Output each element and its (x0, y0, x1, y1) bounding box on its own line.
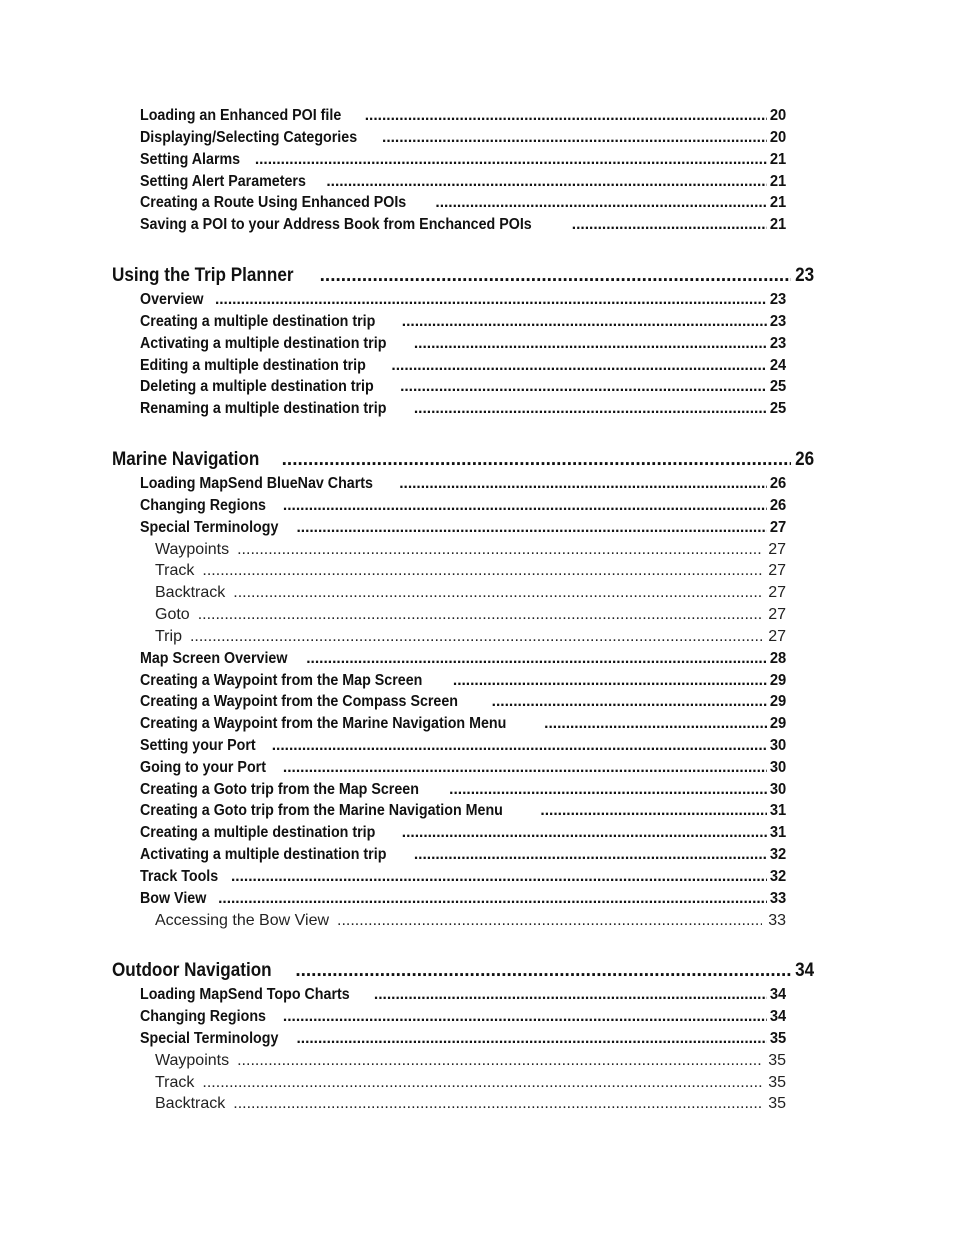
toc-page-number: 35 (768, 1095, 786, 1112)
toc-entry (140, 194, 786, 216)
toc-entry-title: Creating a multiple destination trip (140, 313, 376, 330)
toc-entry (140, 759, 786, 781)
dot-leader (572, 216, 767, 234)
dot-leader (283, 1008, 767, 1026)
dot-leader (295, 960, 791, 982)
toc-entry (140, 846, 786, 868)
toc-entry-title: Going to your Port (140, 759, 266, 776)
dot-leader (283, 759, 767, 777)
dot-leader (414, 335, 767, 353)
toc-entry-title: Bow View (140, 890, 207, 907)
toc-entry-title: Renaming a multiple destination trip (140, 400, 387, 417)
toc-entry-title: Backtrack (155, 1095, 226, 1112)
toc-page-number: 34 (769, 1008, 786, 1025)
dot-leader (326, 173, 766, 191)
toc-subentry (155, 584, 786, 606)
dot-leader (306, 650, 767, 668)
toc-entry-title: Creating a Waypoint from the Marine Navigation Menu (140, 715, 507, 732)
dot-leader (453, 672, 767, 690)
toc-page-number: 26 (769, 475, 786, 492)
toc-entry (140, 1030, 786, 1052)
toc-page-number: 30 (769, 781, 786, 798)
toc-entry-title: Activating a multiple destination trip (140, 846, 387, 863)
dot-leader (374, 986, 767, 1004)
toc-entry-title: Special Terminology (140, 519, 279, 536)
toc-entry-title: Loading an Enhanced POI file (140, 107, 342, 124)
toc-entry (140, 715, 786, 737)
dot-leader (296, 1030, 766, 1048)
toc-page-number: 27 (768, 584, 786, 601)
toc-section-heading (112, 265, 814, 291)
toc-entry (140, 107, 786, 129)
toc-entry (140, 693, 786, 715)
toc-entry-title: Creating a Goto trip from the Marine Navigation Menu (140, 802, 503, 819)
dot-leader (402, 313, 767, 331)
toc-entry (140, 672, 786, 694)
toc-page-number: 31 (769, 824, 786, 841)
dot-leader (414, 400, 767, 418)
dot-leader (492, 693, 767, 711)
dot-leader (272, 737, 767, 755)
dot-leader (282, 449, 791, 471)
dot-leader (198, 606, 763, 624)
toc-entry (140, 216, 786, 238)
toc-entry-title: Saving a POI to your Address Book from Enchanced POIs (140, 216, 532, 233)
toc-page-number: 27 (768, 541, 786, 558)
toc-page-number: 25 (769, 400, 786, 417)
toc-entry-title: Waypoints (155, 541, 230, 558)
toc-entry (140, 737, 786, 759)
dot-leader (544, 715, 767, 733)
toc-page-number: 33 (769, 890, 786, 907)
toc-section-heading (112, 960, 814, 986)
toc-subentry (155, 606, 786, 628)
toc-page-number: 30 (769, 759, 786, 776)
toc-page-number: 25 (769, 378, 786, 395)
toc-page-number: 21 (769, 151, 786, 168)
toc-subentry (155, 562, 786, 584)
toc-page-number: 23 (794, 265, 814, 286)
dot-leader (382, 129, 767, 147)
toc-page-number: 27 (769, 519, 786, 536)
dot-leader (400, 378, 767, 396)
dot-leader (414, 846, 767, 864)
toc-page-number: 26 (769, 497, 786, 514)
toc-entry (140, 313, 786, 335)
toc-page-number: 29 (769, 693, 786, 710)
toc-entry-title: Changing Regions (140, 497, 266, 514)
toc-page-number: 29 (769, 672, 786, 689)
dot-leader (233, 584, 762, 602)
toc-entry-title: Loading MapSend Topo Charts (140, 986, 350, 1003)
toc-page-number: 24 (769, 357, 786, 374)
toc-page-number: 35 (768, 1052, 786, 1069)
toc-entry-title: Creating a Waypoint from the Map Screen (140, 672, 423, 689)
toc-page-number: 28 (769, 650, 786, 667)
toc-entry (140, 802, 786, 824)
toc-page-number: 32 (769, 868, 786, 885)
toc-entry (140, 519, 786, 541)
toc-page-number: 20 (769, 107, 786, 124)
dot-leader (255, 151, 767, 169)
toc-entry-title: Setting Alarms (140, 151, 241, 168)
toc-entry-title: Outdoor Navigation (112, 960, 272, 981)
toc-entry (140, 378, 786, 400)
toc-entry-title: Marine Navigation (112, 449, 260, 470)
dot-leader (215, 291, 767, 309)
toc-page-number: 23 (769, 291, 786, 308)
toc-page-number: 33 (768, 912, 786, 929)
dot-leader (540, 802, 766, 820)
toc-page-number: 35 (769, 1030, 786, 1047)
toc-entry (140, 475, 786, 497)
dot-leader (190, 628, 762, 646)
dot-leader (237, 1052, 762, 1070)
dot-leader (218, 890, 767, 908)
toc-entry-title: Waypoints (155, 1052, 230, 1069)
dot-leader (399, 475, 767, 493)
toc-entry-title: Creating a Goto trip from the Map Screen (140, 781, 419, 798)
dot-leader (202, 562, 762, 580)
dot-leader (391, 357, 766, 375)
toc-entry-title: Overview (140, 291, 204, 308)
toc-entry-title: Setting Alert Parameters (140, 173, 306, 190)
toc-page-number: 21 (769, 194, 786, 211)
toc-entry-title: Map Screen Overview (140, 650, 288, 667)
toc-entry-title: Special Terminology (140, 1030, 279, 1047)
dot-leader (283, 497, 767, 515)
toc-entry (140, 129, 786, 151)
toc-page-number: 23 (769, 313, 786, 330)
toc-entry (140, 890, 786, 912)
toc-entry-title: Setting your Port (140, 737, 256, 754)
toc-entry-title: Displaying/Selecting Categories (140, 129, 358, 146)
dot-leader (231, 868, 767, 886)
toc-entry-title: Creating a Waypoint from the Compass Screen (140, 693, 459, 710)
toc-page-number: 27 (768, 562, 786, 579)
dot-leader (202, 1074, 762, 1092)
toc-entry (140, 357, 786, 379)
toc-entry (140, 868, 786, 890)
dot-leader (402, 824, 767, 842)
toc-page-number: 34 (769, 986, 786, 1003)
toc-entry (140, 497, 786, 519)
toc-page-number: 23 (769, 335, 786, 352)
toc-entry-title: Trip (155, 628, 182, 645)
toc-section-heading (112, 449, 814, 475)
toc-entry-title: Track (155, 1074, 195, 1091)
toc-page-number: 35 (768, 1074, 786, 1091)
dot-leader (320, 265, 791, 287)
toc-entry-title: Backtrack (155, 584, 226, 601)
toc-entry (140, 335, 786, 357)
toc-entry-title: Track (155, 562, 195, 579)
toc-entry-title: Using the Trip Planner (112, 265, 294, 286)
toc-entry-title: Changing Regions (140, 1008, 266, 1025)
dot-leader (435, 194, 766, 212)
toc-entry-title: Creating a Route Using Enhanced POIs (140, 194, 407, 211)
toc-page-number: 21 (769, 216, 786, 233)
toc-page-number: 20 (769, 129, 786, 146)
toc-entry-title: Track Tools (140, 868, 219, 885)
toc-subentry (155, 541, 786, 563)
toc-entry (140, 824, 786, 846)
toc-entry (140, 650, 786, 672)
dot-leader (296, 519, 766, 537)
toc-entry-title: Activating a multiple destination trip (140, 335, 387, 352)
toc-subentry (155, 912, 786, 934)
dot-leader (337, 912, 762, 930)
toc-page-number: 21 (769, 173, 786, 190)
toc-page-number: 32 (769, 846, 786, 863)
dot-leader (237, 541, 762, 559)
toc-entry (140, 151, 786, 173)
dot-leader (449, 781, 767, 799)
toc-entry-title: Accessing the Bow View (155, 912, 330, 929)
toc-entry-title: Loading MapSend BlueNav Charts (140, 475, 373, 492)
toc-page-number: 29 (769, 715, 786, 732)
toc-page-number: 27 (768, 606, 786, 623)
toc-page-number: 31 (769, 802, 786, 819)
dot-leader (233, 1095, 762, 1113)
dot-leader (365, 107, 767, 125)
toc-entry-title: Editing a multiple destination trip (140, 357, 366, 374)
toc-entry (140, 400, 786, 422)
toc-page-number: 26 (794, 449, 814, 470)
toc-entry-title: Creating a multiple destination trip (140, 824, 376, 841)
toc-entry (140, 173, 786, 195)
toc-entry (140, 1008, 786, 1030)
toc-entry (140, 986, 786, 1008)
toc-entry-title: Deleting a multiple destination trip (140, 378, 374, 395)
toc-subentry (155, 1074, 786, 1096)
toc-entry (140, 291, 786, 313)
toc-subentry (155, 1052, 786, 1074)
toc-page-number: 34 (794, 960, 814, 981)
toc-page-number: 27 (768, 628, 786, 645)
toc-page-number: 30 (769, 737, 786, 754)
toc-entry (140, 781, 786, 803)
toc-subentry (155, 628, 786, 650)
toc-entry-title: Goto (155, 606, 190, 623)
toc-subentry (155, 1095, 786, 1117)
